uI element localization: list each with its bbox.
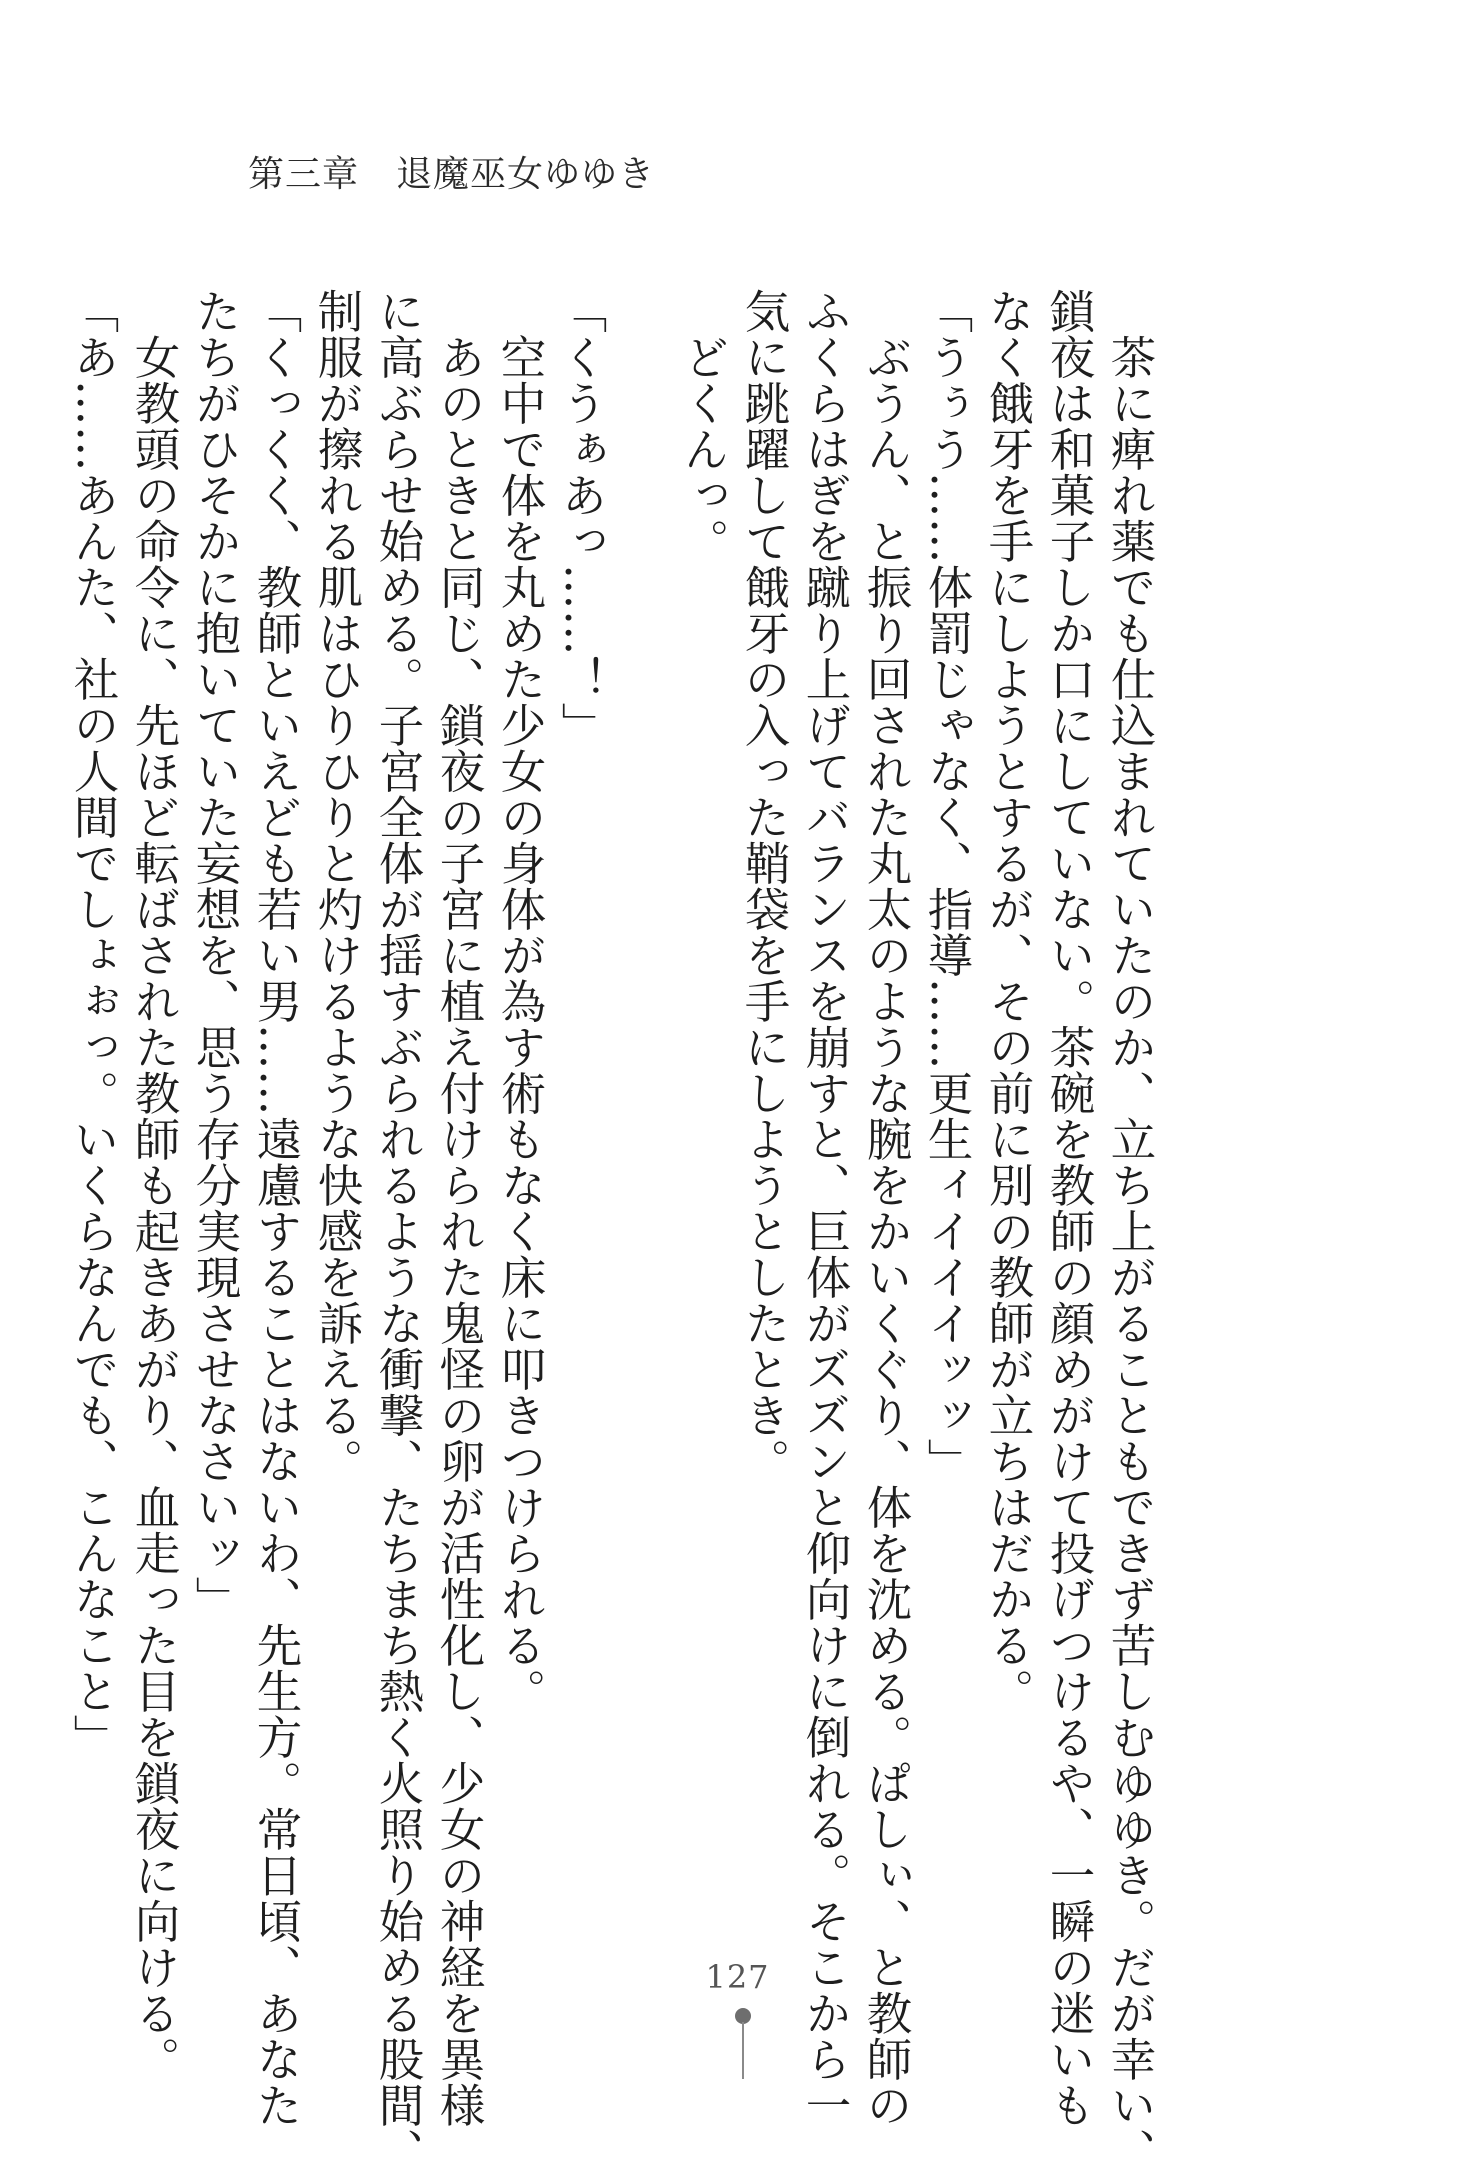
text-line: 女教頭の命令に、先ほど転ばされた教師も起きあがり、血走った目を鎖夜に向ける。 — [128, 288, 181, 2082]
blank-line — [612, 288, 673, 1848]
page-number: 127 — [705, 1958, 770, 1996]
text-line: ぶうん、と振り回された丸太のような腕をかいくぐり、体を沈める。ぱしぃ、と教師の — [860, 288, 913, 2128]
running-head: 第三章 退魔巫女ゆゆき — [248, 154, 656, 195]
text-line: 気に跳躍して餓牙の入った鞘袋を手にしようとしたとき。 — [738, 288, 791, 1484]
text-line: 制服が擦れる肌はひりひりと灼けるような快感を訴える。 — [311, 288, 364, 1484]
text-line: たちがひそかに抱いていた妄想を、思う存分実現させなさいッ」 — [189, 288, 242, 1622]
text-line: なく餓牙を手にしようとするが、その前に別の教師が立ちはだかる。 — [982, 288, 1035, 1714]
text-line: 空中で体を丸めた少女の身体が為す術もなく床に叩きつけられる。 — [494, 288, 547, 1714]
text-line: ふくらはぎを蹴り上げてバランスを崩すと、巨体がズズンと仰向けに倒れる。そこから一 — [799, 288, 852, 2128]
text-line: 茶に痺れ薬でも仕込まれていたのか、立ち上がることもできず苦しむゆゆき。だが幸い、 — [1104, 288, 1157, 2174]
text-line: 「くうぁあっ……！」 — [555, 288, 608, 748]
text-line: あのときと同じ、鎖夜の子宮に植え付けられた鬼怪の卵が活性化し、少女の神経を異様 — [433, 288, 486, 2128]
page-marker-stem — [742, 2022, 744, 2079]
text-line: 「あ……あんた、社の人間でしょぉっ。いくらなんでも、こんなこと」 — [67, 288, 120, 1760]
text-line: どくんっ。 — [677, 288, 730, 564]
text-line: に高ぶらせ始める。子宮全体が揺すぶられるような衝撃、たちまち熱く火照り始める股間、 — [372, 288, 425, 2174]
text-line: 「くっくく、教師といえども若い男……遠慮することはないわ、先生方。常日頃、あなた — [250, 288, 303, 2128]
text-line: 「うぅう……体罰じゃなく、指導……更生ィイイイッッ」 — [921, 288, 974, 1484]
text-line: 鎖夜は和菓子しか口にしていない。茶碗を教師の顔めがけて投げつけるや、一瞬の迷いも — [1043, 288, 1096, 2128]
